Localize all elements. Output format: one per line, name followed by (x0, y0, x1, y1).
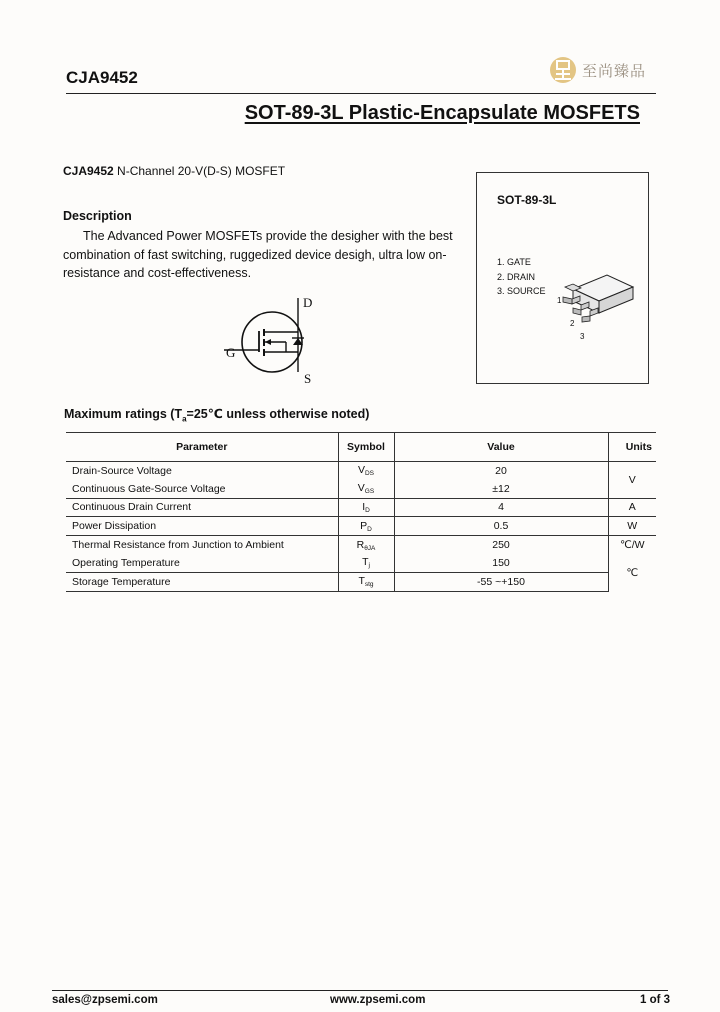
pin-list (497, 255, 546, 299)
symbol-subscript: D (365, 506, 370, 514)
table-row (66, 554, 656, 572)
pin-number-1: 1 (557, 296, 562, 305)
footer-rule (52, 990, 668, 991)
symbol-subscript: GS (364, 488, 375, 496)
brand-logo-icon (548, 55, 578, 85)
row-symbol (338, 536, 394, 554)
row-parameter: Storage Temperature (66, 572, 338, 591)
row-value: -55 ~+150 (394, 572, 608, 591)
symbol-letter: P (360, 519, 368, 532)
row-parameter: Drain-Source Voltage (72, 464, 172, 477)
row-units: W (608, 517, 656, 536)
symbol-subscript: D (367, 525, 372, 533)
row-units: A (608, 498, 656, 517)
table-row (66, 498, 656, 517)
table-row (66, 572, 656, 591)
symbol-letter: I (362, 500, 366, 513)
package-box (476, 172, 649, 384)
table-row (66, 536, 656, 554)
row-value: ±12 (394, 480, 608, 498)
symbol-letter: R (356, 538, 365, 551)
footer-email[interactable]: sales@zpsemi.com (52, 994, 158, 1006)
pin-drain: 2. DRAIN (497, 271, 536, 282)
row-parameter: Continuous Gate-Source Voltage (72, 482, 226, 495)
gate-label: G (226, 345, 236, 360)
pin-number-3: 3 (580, 332, 585, 341)
row-value: 0.5 (394, 517, 608, 536)
part-number: CJA9452 (66, 68, 138, 87)
symbol-subscript: DS (364, 470, 375, 478)
row-value: 150 (394, 554, 608, 572)
table-row (66, 517, 656, 536)
col-parameter: Parameter (66, 433, 338, 462)
row-units: ℃/W (608, 536, 656, 554)
row-value: 20 (394, 462, 608, 480)
package-drawing (551, 267, 641, 347)
description-text: The Advanced Power MOSFETs provide the desigher with the best combination of fast switching, ruggedized device desigh, ultra low on- resistance and cost-effectiveness. (63, 229, 453, 280)
row-parameter: Operating Temperature (72, 556, 180, 569)
ratings-heading-rest: =25℃ unless otherwise noted) (186, 407, 370, 421)
description-heading: Description (63, 209, 132, 223)
table-row (66, 462, 656, 480)
row-symbol (338, 572, 394, 591)
ratings-heading-text: Maximum ratings (T (64, 407, 183, 421)
symbol-letter: V (357, 464, 365, 477)
mosfet-schematic (222, 294, 322, 384)
footer-website[interactable]: www.zpsemi.com (330, 994, 426, 1006)
row-units: ℃ (608, 554, 656, 591)
row-symbol (338, 462, 394, 480)
symbol-subscript: θJA (364, 544, 376, 552)
symbol-subscript: stg (364, 581, 374, 589)
table-row (66, 480, 656, 498)
row-parameter: Continuous Drain Current (66, 498, 338, 517)
row-parameter: Thermal Resistance from Junction to Ambient (66, 536, 338, 554)
ratings-table (66, 432, 656, 592)
symbol-letter: T (358, 575, 365, 588)
device-type: N-Channel 20-V(D-S) MOSFET (117, 164, 286, 178)
ratings-heading-sub: a (182, 414, 187, 424)
col-units: Units (608, 433, 656, 462)
header-rule (66, 93, 656, 94)
row-symbol (338, 554, 394, 572)
brand-name: 至尚臻品 (582, 63, 647, 80)
table-header-row (66, 433, 656, 462)
col-value: Value (394, 433, 608, 462)
symbol-letter: T (362, 556, 369, 569)
drain-label: D (303, 295, 313, 310)
ratings-heading (64, 406, 369, 424)
symbol-subscript: j (368, 562, 370, 570)
source-label: S (304, 371, 312, 384)
col-symbol: Symbol (338, 433, 394, 462)
package-title: SOT-89-3L (497, 193, 557, 207)
brand-logo (548, 55, 660, 85)
row-parameter: Power Dissipation (66, 517, 338, 536)
row-units: V (608, 462, 656, 499)
footer-page-number: 1 of 3 (640, 994, 671, 1006)
pin-source: 3. SOURCE (497, 286, 546, 296)
row-value: 4 (394, 498, 608, 517)
pin-gate: 1. GATE (497, 257, 531, 267)
row-value: 250 (394, 536, 608, 554)
document-title: SOT-89-3L Plastic-Encapsulate MOSFETS (244, 102, 640, 124)
symbol-letter: V (357, 482, 365, 495)
row-symbol (338, 517, 394, 536)
device-summary (63, 164, 285, 178)
device-part: CJA9452 (63, 164, 114, 178)
row-symbol (338, 480, 394, 498)
pin-number-2: 2 (570, 319, 575, 328)
row-symbol (338, 498, 394, 517)
